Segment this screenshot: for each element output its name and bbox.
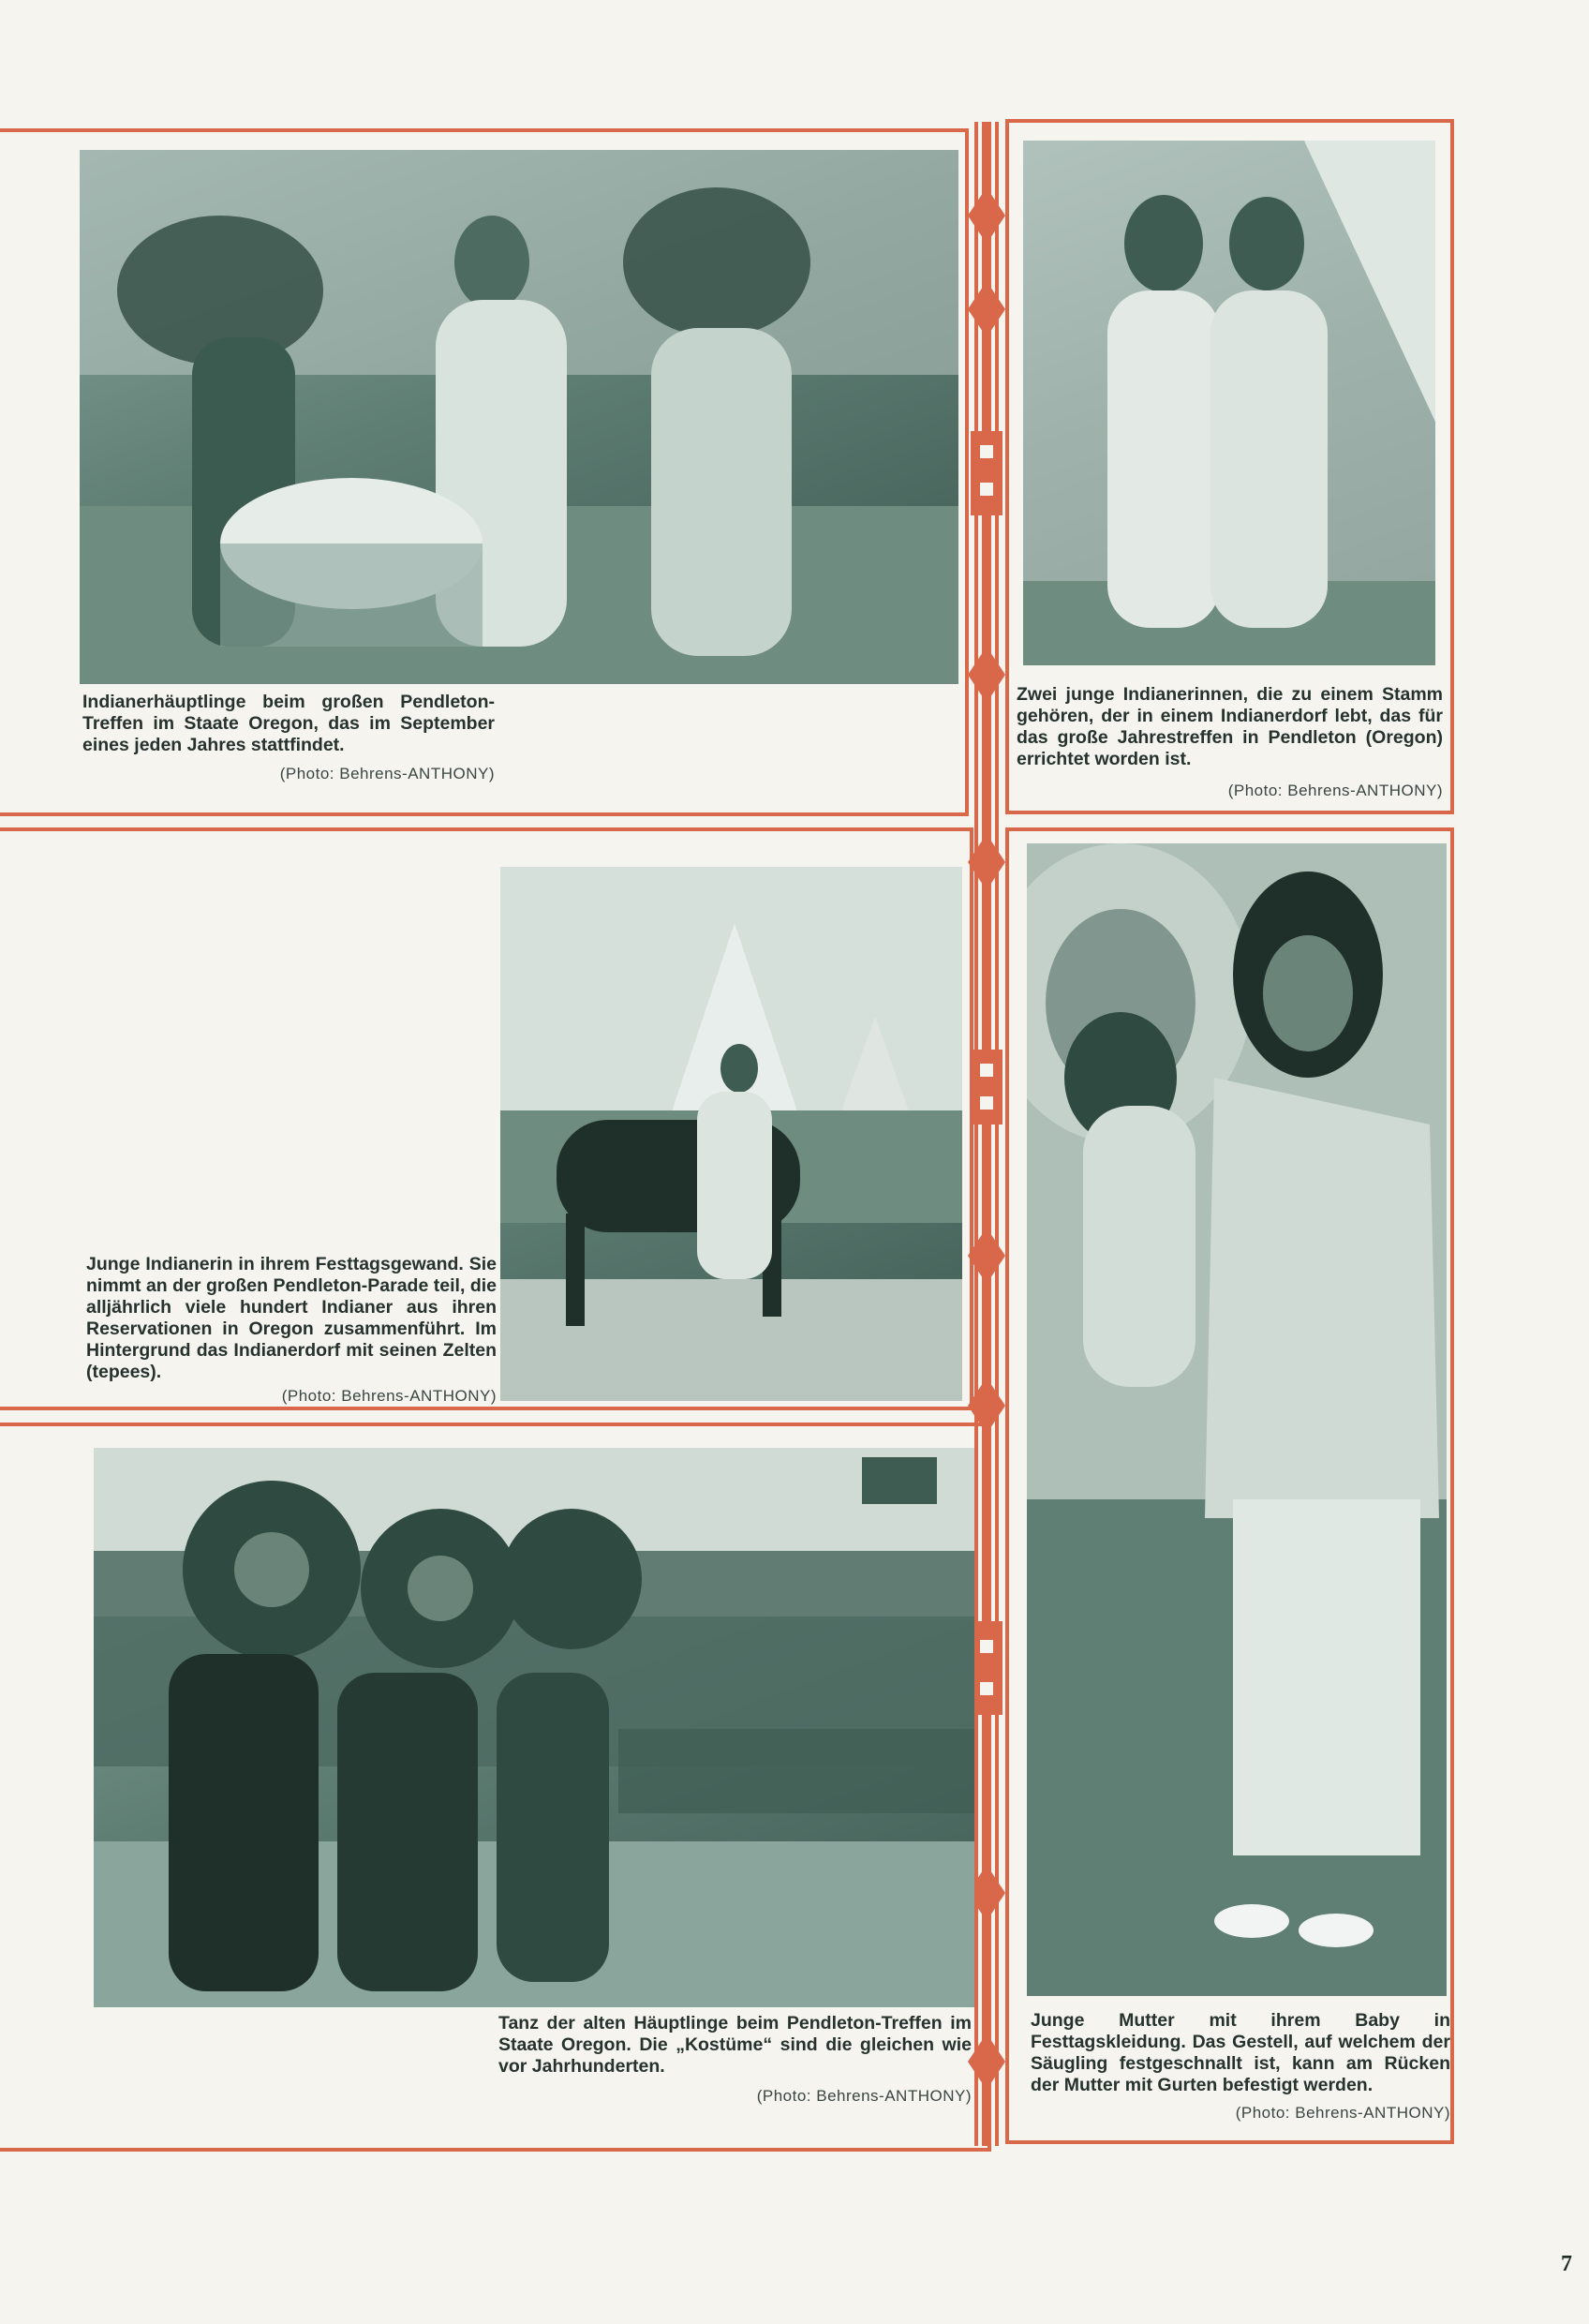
photo-chiefs-dance (94, 1448, 974, 2007)
photo-mother-baby (1027, 843, 1447, 1996)
caption-chiefs-dance: Tanz der alten Häuptlinge beim Pendleton-Treffen im Staate Oregon. Die „Kostüme“ sind die gleichen wie vor Jahrhunderten. (498, 2013, 972, 2077)
photo-two-women (1023, 141, 1435, 665)
caption-girl-horse: Junge Indianerin in ihrem Festtagsgewand. Sie nimmt an der großen Pendleton-Parade teil, die alljährlich viele hundert Indianer aus ihren Reservationen in Oregon zusammenführt. Im Hintergrund das Indianerdorf mit seinen Zelten (tepees). (86, 1254, 497, 1382)
photo-girl-horse (500, 867, 962, 1401)
credit-chiefs-dance: (Photo: Behrens-ANTHONY) (756, 2087, 972, 2105)
caption-two-women: Zwei junge Indianerinnen, die zu einem Stamm gehören, der in einem Indianerdorf lebt, das für das große Jahrestreffen in Pendleton (Oregon) errichtet worden ist. (1017, 684, 1443, 769)
photo-chiefs-drum (80, 150, 958, 684)
credit-mother-baby: (Photo: Behrens-ANTHONY) (1235, 2104, 1450, 2122)
credit-two-women: (Photo: Behrens-ANTHONY) (1227, 782, 1443, 799)
credit-chiefs-drum: (Photo: Behrens-ANTHONY) (279, 765, 495, 782)
caption-mother-baby: Junge Mutter mit ihrem Baby in Festtagskleidung. Das Gestell, auf welchem der Säugling festgeschnallt ist, kann am Rücken der Mutter mit Gurten befestigt werden. (1031, 2010, 1450, 2095)
page-number: 7 (1561, 2252, 1572, 2276)
credit-girl-horse: (Photo: Behrens-ANTHONY) (281, 1387, 497, 1405)
caption-chiefs-drum: Indianerhäuptlinge beim großen Pendleton-Treffen im Staate Oregon, das im September eines jeden Jahres stattfindet. (82, 692, 495, 755)
